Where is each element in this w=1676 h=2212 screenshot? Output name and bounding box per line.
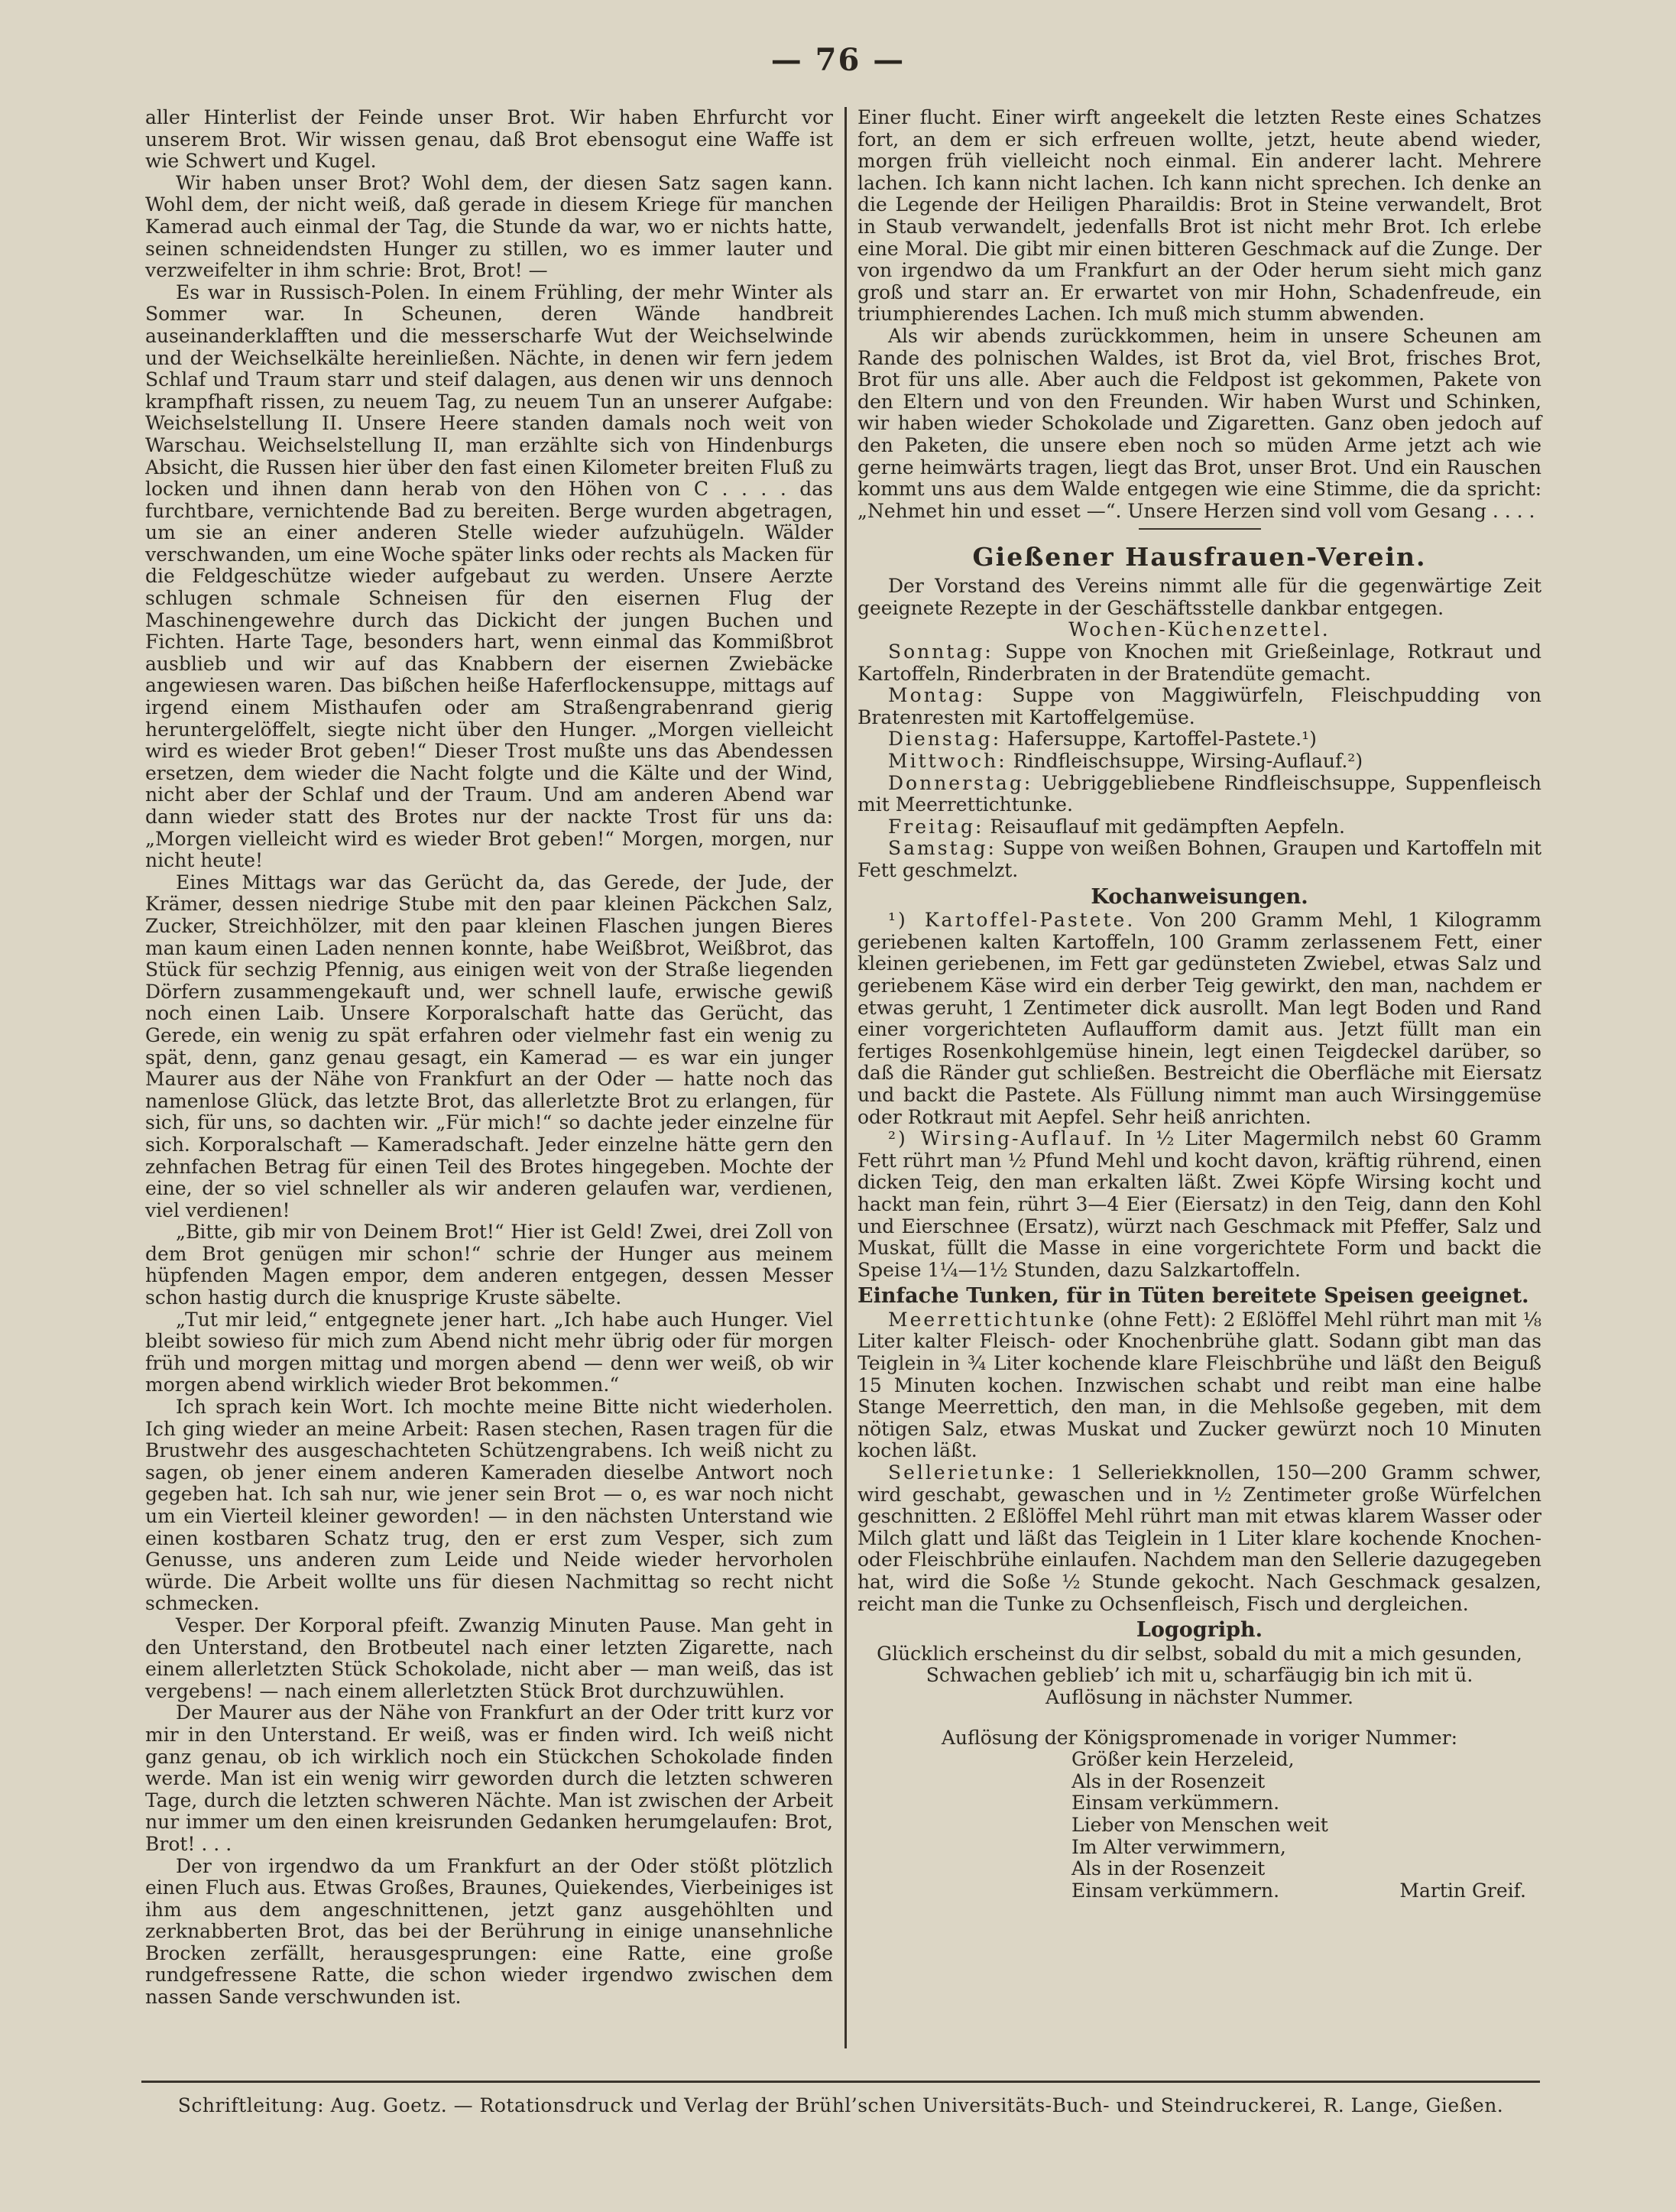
poem-line: Als in der Rosenzeit — [1071, 1857, 1266, 1880]
menu-text: Rindfleischsuppe, Wirsing-Auflauf.²) — [1013, 750, 1363, 773]
story-paragraph: Der von irgendwo da um Frankfurt an der Oder stößt plötzlich einen Fluch aus. Etwas Großes, Braunes, Quiekendes, Vierbeiniges ist ihm aus dem angeschnittenen, jetzt ganz ausgehöhlten und zerknabberten Brot, das bei der Berührung in einige unansehnliche Brocken zerfällt, herausgesprungen: eine Ratte, eine große rundgefressene Ratte, die schon wieder irgendwo zwischen dem nassen Sande verschwunden ist. — [145, 1854, 833, 2009]
poem-author: Martin Greif. — [1399, 1879, 1526, 1902]
recipe-label: ¹) Kartoffel-Pastete. — [888, 909, 1136, 932]
menu-item — [857, 816, 1541, 838]
menu-title: Wochen-Küchenzettel. — [1068, 618, 1331, 641]
recipe-text: 1 Selleriekknollen, 150—200 Gramm schwer, wird geschabt, gewaschen und in ½ Zentimeter große Würfelchen geschnitten. 2 Eßlöffel Mehl rührt man mit etwas klarem Wasser oder Milch glatt und läßt das Teiglein in 1 Liter klare kochende Knochen- oder Fleischbrühe einlaufen. Nachdem man den Sellerie dazugegeben hat, wird die Soße ½ Stunde gekocht. Nach Geschmack gesalzen, reicht man die Tunke zu Ochsenfleisch, Fisch und dergleichen. — [857, 1461, 1541, 1615]
logogriph-line: Schwachen geblieb’ ich mit u, scharfäugig bin ich mit ü. — [926, 1664, 1473, 1687]
recipe-text: Von 200 Gramm Mehl, 1 Kilogramm geriebenen kalten Kartoffeln, 100 Gramm zerlassenem Fett, einer kleinen geriebenen, im Fett gar gedünsteten Zwiebel, etwas Salz und geriebenem Käse wird ein derber Teig gewirkt, den man, nachdem er etwas geruht, 1 Zentimeter dick ausrollt. Man legt Boden und Rand einer vorgerichteten Auflaufform damit aus. Jetzt füllt man ein fertiges Rosenkohlgemüse hinein, legt einen Teigdeckel darüber, so daß die Ränder gut schließen. Bestreicht die Oberfläche mit Eiersatz und backt die Pastete. Als Füllung nimmt man auch Wirsinggemüse oder Rotkraut mit Aepfel. Sehr heiß anrichten. — [857, 909, 1541, 1128]
menu-item — [857, 728, 1541, 751]
menu-day: Mittwoch: — [888, 750, 1007, 773]
story-paragraph: Der Maurer aus der Nähe von Frankfurt an der Oder tritt kurz vor mir in den Unterstand. Er weiß, was er finden wird. Ich weiß nicht ganz genau, ob ich wirklich noch ein Stückchen Schokolade finden werde. Man ist ein wenig wirr geworden durch die letzten schweren Tage, durch die letzten schweren Nächte. Man ist zwischen der Arbeit nur immer um den einen kreisrunden Gedanken herumgelaufen: Brot, Brot! . . . — [145, 1701, 833, 1855]
poem-line: Als in der Rosenzeit — [1071, 1769, 1266, 1792]
menu-day: Freitag: — [888, 815, 984, 838]
menu-item — [857, 641, 1541, 685]
poem-last-row — [1071, 1880, 1541, 1902]
recipe-text: In ½ Liter Magermilch nebst 60 Gramm Fett rührt man ½ Pfund Mehl und kocht davon, kräftig rührend, einen dicken Teig, den man erkalten läßt. Zwei Köpfe Wirsing kocht und hackt man fein, rührt 3—4 Eier (Eiersatz) in den Teig, dann den Kohl und Eierschnee (Ersatz), würzt nach Geschmack mit Pfeffer, Salz und Muskat, füllt die Masse in eine vorgerichtete Form und backt die Speise 1¼—1½ Stunden, dazu Salzkartoffeln. — [857, 1127, 1542, 1281]
menu-day: Donnerstag: — [888, 771, 1033, 794]
menu-day: Montag: — [888, 684, 986, 707]
menu-item — [857, 685, 1541, 728]
recipe-label: Meerrettichtunke — [888, 1308, 1097, 1331]
menu-item — [857, 751, 1541, 773]
menu-text: Suppe von Maggiwürfeln, Fleischpudding von Bratenresten mit Kartoffelgemüse. — [857, 684, 1541, 728]
hausfrauen-intro: Der Vorstand des Vereins nimmt alle für die gegenwärtige Zeit geeignete Rezepte in der Geschäftsstelle dankbar entgegen. — [857, 575, 1541, 619]
story-paragraph: „Bitte, gib mir von Deinem Brot!“ Hier ist Geld! Zwei, drei Zoll von dem Brot genügen mir schon!“ schrie der Hunger aus meinem hüpfenden Magen empor, dem anderen entgegen, dessen Messer schon hastig durch die knusprige Kruste säbelte. — [145, 1221, 833, 1309]
story-paragraph: aller Hinterlist der Feinde unser Brot. Wir haben Ehrfurcht vor unserem Brot. Wir wissen genau, daß Brot ebensogut eine Waffe ist wie Schwert und Kugel. — [145, 106, 833, 173]
hausfrauen-title: Gießener Hausfrauen-Verein. — [972, 542, 1427, 572]
menu-day: Samstag: — [888, 837, 997, 860]
story-paragraph: Vesper. Der Korporal pfeift. Zwanzig Minuten Pause. Man geht in den Unterstand, den Brotbeutel nach einer letzten Zigarette, nach einem allerletzten Stück Schokolade, nicht aber — man weiß, das ist vergebens! — nach einem allerletzten Stück Brot durchzuwühlen. — [145, 1614, 833, 1702]
instructions-title: Kochanweisungen. — [1091, 884, 1308, 909]
menu-text: Suppe von weißen Bohnen, Graupen und Kartoffeln mit Fett geschmelzt. — [857, 837, 1542, 881]
tunken-title: Einfache Tunken, für in Tüten bereitete Speisen geeignet. — [857, 1284, 1529, 1309]
story-paragraph: Wir haben unser Brot? Wohl dem, der diesen Satz sagen kann. Wohl dem, der nicht weiß, daß gerade in diesem Kriege für manchen Kamerad auch einmal der Tag, die Stunde da war, wo er nichts hatte, seinen schneidendsten Hunger zu stillen, wo es immer lauter und verzweifelter in ihm schrie: Brot, Brot! — — [145, 171, 833, 282]
menu-text: Hafersuppe, Kartoffel-Pastete.¹) — [1007, 728, 1317, 751]
recipe — [857, 910, 1541, 1128]
solution-poem — [1071, 1749, 1541, 1880]
imprint-footer: Schriftleitung: Aug. Goetz. — Rotationsdruck und Verlag der Brühl’schen Universitäts-Buch- und Steindruckerei, R. Lange, Gießen. — [177, 2094, 1504, 2116]
recipe-label: ²) Wirsing-Auflauf. — [888, 1127, 1115, 1150]
recipe — [857, 1462, 1541, 1615]
story-paragraph: Ich sprach kein Wort. Ich mochte meine Bitte nicht wiederholen. Ich ging wieder an meine Arbeit: Rasen stechen, Rasen tragen für die Brustwehr des ausgeschachteten Schützengrabens. Ich weiß nicht zu sagen, ob jener einem anderen Kameraden dieselbe Antwort noch gegeben hat. Ich sah nur, wie jener sein Brot — o, es war noch nicht um ein Vierteil kleiner geworden! — in den nächsten Unterstand wie einen kostbaren Schatz trug, den er erst zum Vesper, sich zum Genusse, uns anderen zum Leide und Neide wieder hervorholen würde. Die Arbeit wollte uns für diesen Nachmittag so recht nicht schmecken. — [145, 1396, 833, 1615]
page-number: — 76 — — [770, 42, 906, 78]
right-column — [857, 107, 1541, 1902]
logogriph-solution-note: Auflösung in nächster Nummer. — [1045, 1685, 1353, 1708]
poem-line: Einsam verkümmern. — [1071, 1879, 1280, 1902]
footer-rule — [141, 2081, 1540, 2083]
poem-line: Im Alter verwimmern, — [1071, 1835, 1286, 1858]
story-paragraph: Einer flucht. Einer wirft angeekelt die letzten Reste eines Schatzes fort, an dem er sich erfreuen wollte, jetzt, heute abend wieder, morgen früh vielleicht noch einmal. Ein anderer lacht. Mehrere lachen. Ich kann nicht lachen. Ich kann nicht sprechen. Ich denke an die Legende der Heiligen Pharaildis: Brot in Steine verwandelt, Brot in Staub verwandelt, jedenfalls Brot ist nicht mehr Brot. Ich erlebe eine Moral. Die gibt mir einen bitteren Geschmack auf die Zunge. Der von irgendwo da um Frankfurt an der Oder herum sieht mich ganz groß und starr an. Er erwartet von mir Hohn, Schadenfreude, ein triumphierendes Lachen. Ich muß mich stumm abwenden. — [857, 106, 1541, 326]
recipe-text: (ohne Fett): 2 Eßlöffel Mehl rührt man mit ⅛ Liter kalter Fleisch- oder Knochenbrühe glatt. Sodann gibt man das Teiglein in ¾ Liter kochende klare Fleischbrühe und läßt den Beiguß 15 Minuten kochen. Inzwischen schabt und reibt man eine halbe Stange Meerrettich, den man, in die Mehlsoße gegeben, mit dem nötigen Salz, etwas Muskat und Zucker gewürzt noch 10 Minuten kochen läßt. — [857, 1308, 1542, 1462]
left-column — [145, 107, 833, 2009]
menu-text: Reisauflauf mit gedämpften Aepfeln. — [990, 815, 1345, 838]
poem-line: Einsam verkümmern. — [1071, 1792, 1280, 1815]
menu-text: Uebriggebliebene Rindfleischsuppe, Suppenfleisch mit Meerrettichtunke. — [857, 771, 1541, 816]
logogriph-title: Logogriph. — [1136, 1618, 1263, 1643]
menu-item — [857, 773, 1541, 816]
story-paragraph: Eines Mittags war das Gerücht da, das Gerede, der Jude, der Krämer, dessen niedrige Stube mit den paar kleinen Päckchen Salz, Zucker, Streichhölzer, mit den paar kleinen Flaschen jungen Bieres man kaum einen Laden nennen konnte, habe Weißbrot, Weißbrot, das Stück für sechzig Pfennig, aus einigen weit von der Straße liegenden Dörfern zusammengekauft und, wer schnell laufe, erwische gewiß noch einen Laib. Unsere Korporalschaft hatte das Gerücht, das Gerede, ein wenig zu spät erfahren oder vielmehr fast ein wenig zu spät, denn, ganz genau gesagt, ein Kamerad — es war ein junger Maurer aus der Nähe von Frankfurt an der Oder — hatte noch das namenlose Glück, das letzte Brot, das allerletzte Brot zu erlangen, für sich, für uns, so dachten wir. „Für mich!“ so dachte jeder einzelne für sich. Korporalschaft — Kameradschaft. Jeder einzelne hätte gern den zehnfachen Betrag für einen Teil des Brotes hingegeben. Mochte der eine, der so viel schneller als wir anderen gelaufen war, verdienen, viel verdienen! — [145, 871, 833, 1221]
column-divider — [844, 107, 847, 2048]
story-paragraph: „Tut mir leid,“ entgegnete jener hart. „Ich habe auch Hunger. Viel bleibt sowieso für mich zum Abend nicht mehr übrig oder für morgen früh und morgen mittag und morgen abend — denn wer weiß, ob wir morgen abend wirklich wieder Brot bekommen.“ — [145, 1308, 833, 1396]
story-paragraph: Es war in Russisch-Polen. In einem Frühling, der mehr Winter als Sommer war. In Scheunen, deren Wände handbreit auseinanderklafften und die messerscharfe Wut der Weichselwinde und der Weichselkälte hereinließen. Nächte, in denen wir fern jedem Schlaf und Traum starr und steif dalagen, aus denen wir uns dennoch krampfhaft rissen, zu neuem Tag, zu neuem Tun an unserer Aufgabe: Weichselstellung II. Unsere Heere standen damals noch weit von Warschau. Weichselstellung II, man erzählte sich von Hindenburgs Absicht, die Russen hier über den fast einen Kilometer breiten Fluß zu locken und ihnen dann herab von den Höhen von C . . . . das furchtbare, vernichtende Bad zu bereiten. Berge wurden abgetragen, um sie an einer anderen Stelle wieder aufzuhügeln. Wälder verschwanden, um eine Woche später links oder rechts als Macken für die Feldgeschütze wieder aufgebaut zu werden. Unsere Aerzte schlugen schmale Schneisen für den eisernen Flug der Maschinengewehre durch das Dickicht der jungen Buchen und Fichten. Harte Tage, besonders hart, wenn einmal das Kommißbrot ausblieb und wir auf das Knabbern der eisernen Zwiebäcke angewiesen waren. Das bißchen heiße Haferflockensuppe, mittags auf irgend einem Misthaufen oder am Straßengrabenrand gierig heruntergelöffelt, siegte nicht über den Hunger. „Morgen vielleicht wird es wieder Brot geben!“ Dieser Trost mußte uns das Abendessen ersetzen, dem wieder die Nacht folgte und die Kälte und der Wind, nicht aber der Schlaf und der Traum. Und am anderen Abend war dann wieder statt des Brotes nur der nackte Trost für uns da: „Morgen vielleicht wird es wieder Brot geben!“ Morgen, morgen, nur nicht heute! — [145, 281, 833, 872]
menu-day: Sonntag: — [888, 641, 994, 663]
menu-text: Suppe von Knochen mit Grießeinlage, Rotkraut und Kartoffeln, Rinderbraten in der Bratendüte gemacht. — [857, 641, 1541, 685]
menu-day: Dienstag: — [888, 728, 1002, 751]
menu-item — [857, 838, 1541, 881]
poem-line: Lieber von Menschen weit — [1071, 1813, 1328, 1836]
solution-title: Auflösung der Königspromenade in voriger Nummer: — [941, 1726, 1458, 1749]
story-paragraph: Als wir abends zurückkommen, heim in unsere Scheunen am Rande des polnischen Waldes, ist Brot da, viel Brot, frisches Brot, Brot für uns alle. Aber auch die Feldpost ist gekommen, Pakete von den Eltern und von den Freunden. Wir haben Wurst und Schinken, wir haben wieder Schokolade und Zigaretten. Ganz oben jedoch auf den Paketen, die unsere eben noch so müden Arme jetzt ach wie gerne heimwärts tragen, liegt das Brot, unser Brot. Und ein Rauschen kommt uns aus dem Walde entgegen wie eine Stimme, die da spricht: „Nehmet hin und esset —“. Unsere Herzen sind voll vom Gesang . . . . — [857, 324, 1541, 522]
logogriph-line: Glücklich erscheinst du dir selbst, sobald du mit a mich gesunden, — [877, 1642, 1522, 1665]
recipe-label: Sellerietunke: — [888, 1461, 1057, 1484]
recipe — [857, 1128, 1541, 1281]
recipe — [857, 1309, 1541, 1462]
section-divider — [1139, 528, 1261, 530]
poem-line: Größer kein Herzeleid, — [1071, 1748, 1295, 1771]
